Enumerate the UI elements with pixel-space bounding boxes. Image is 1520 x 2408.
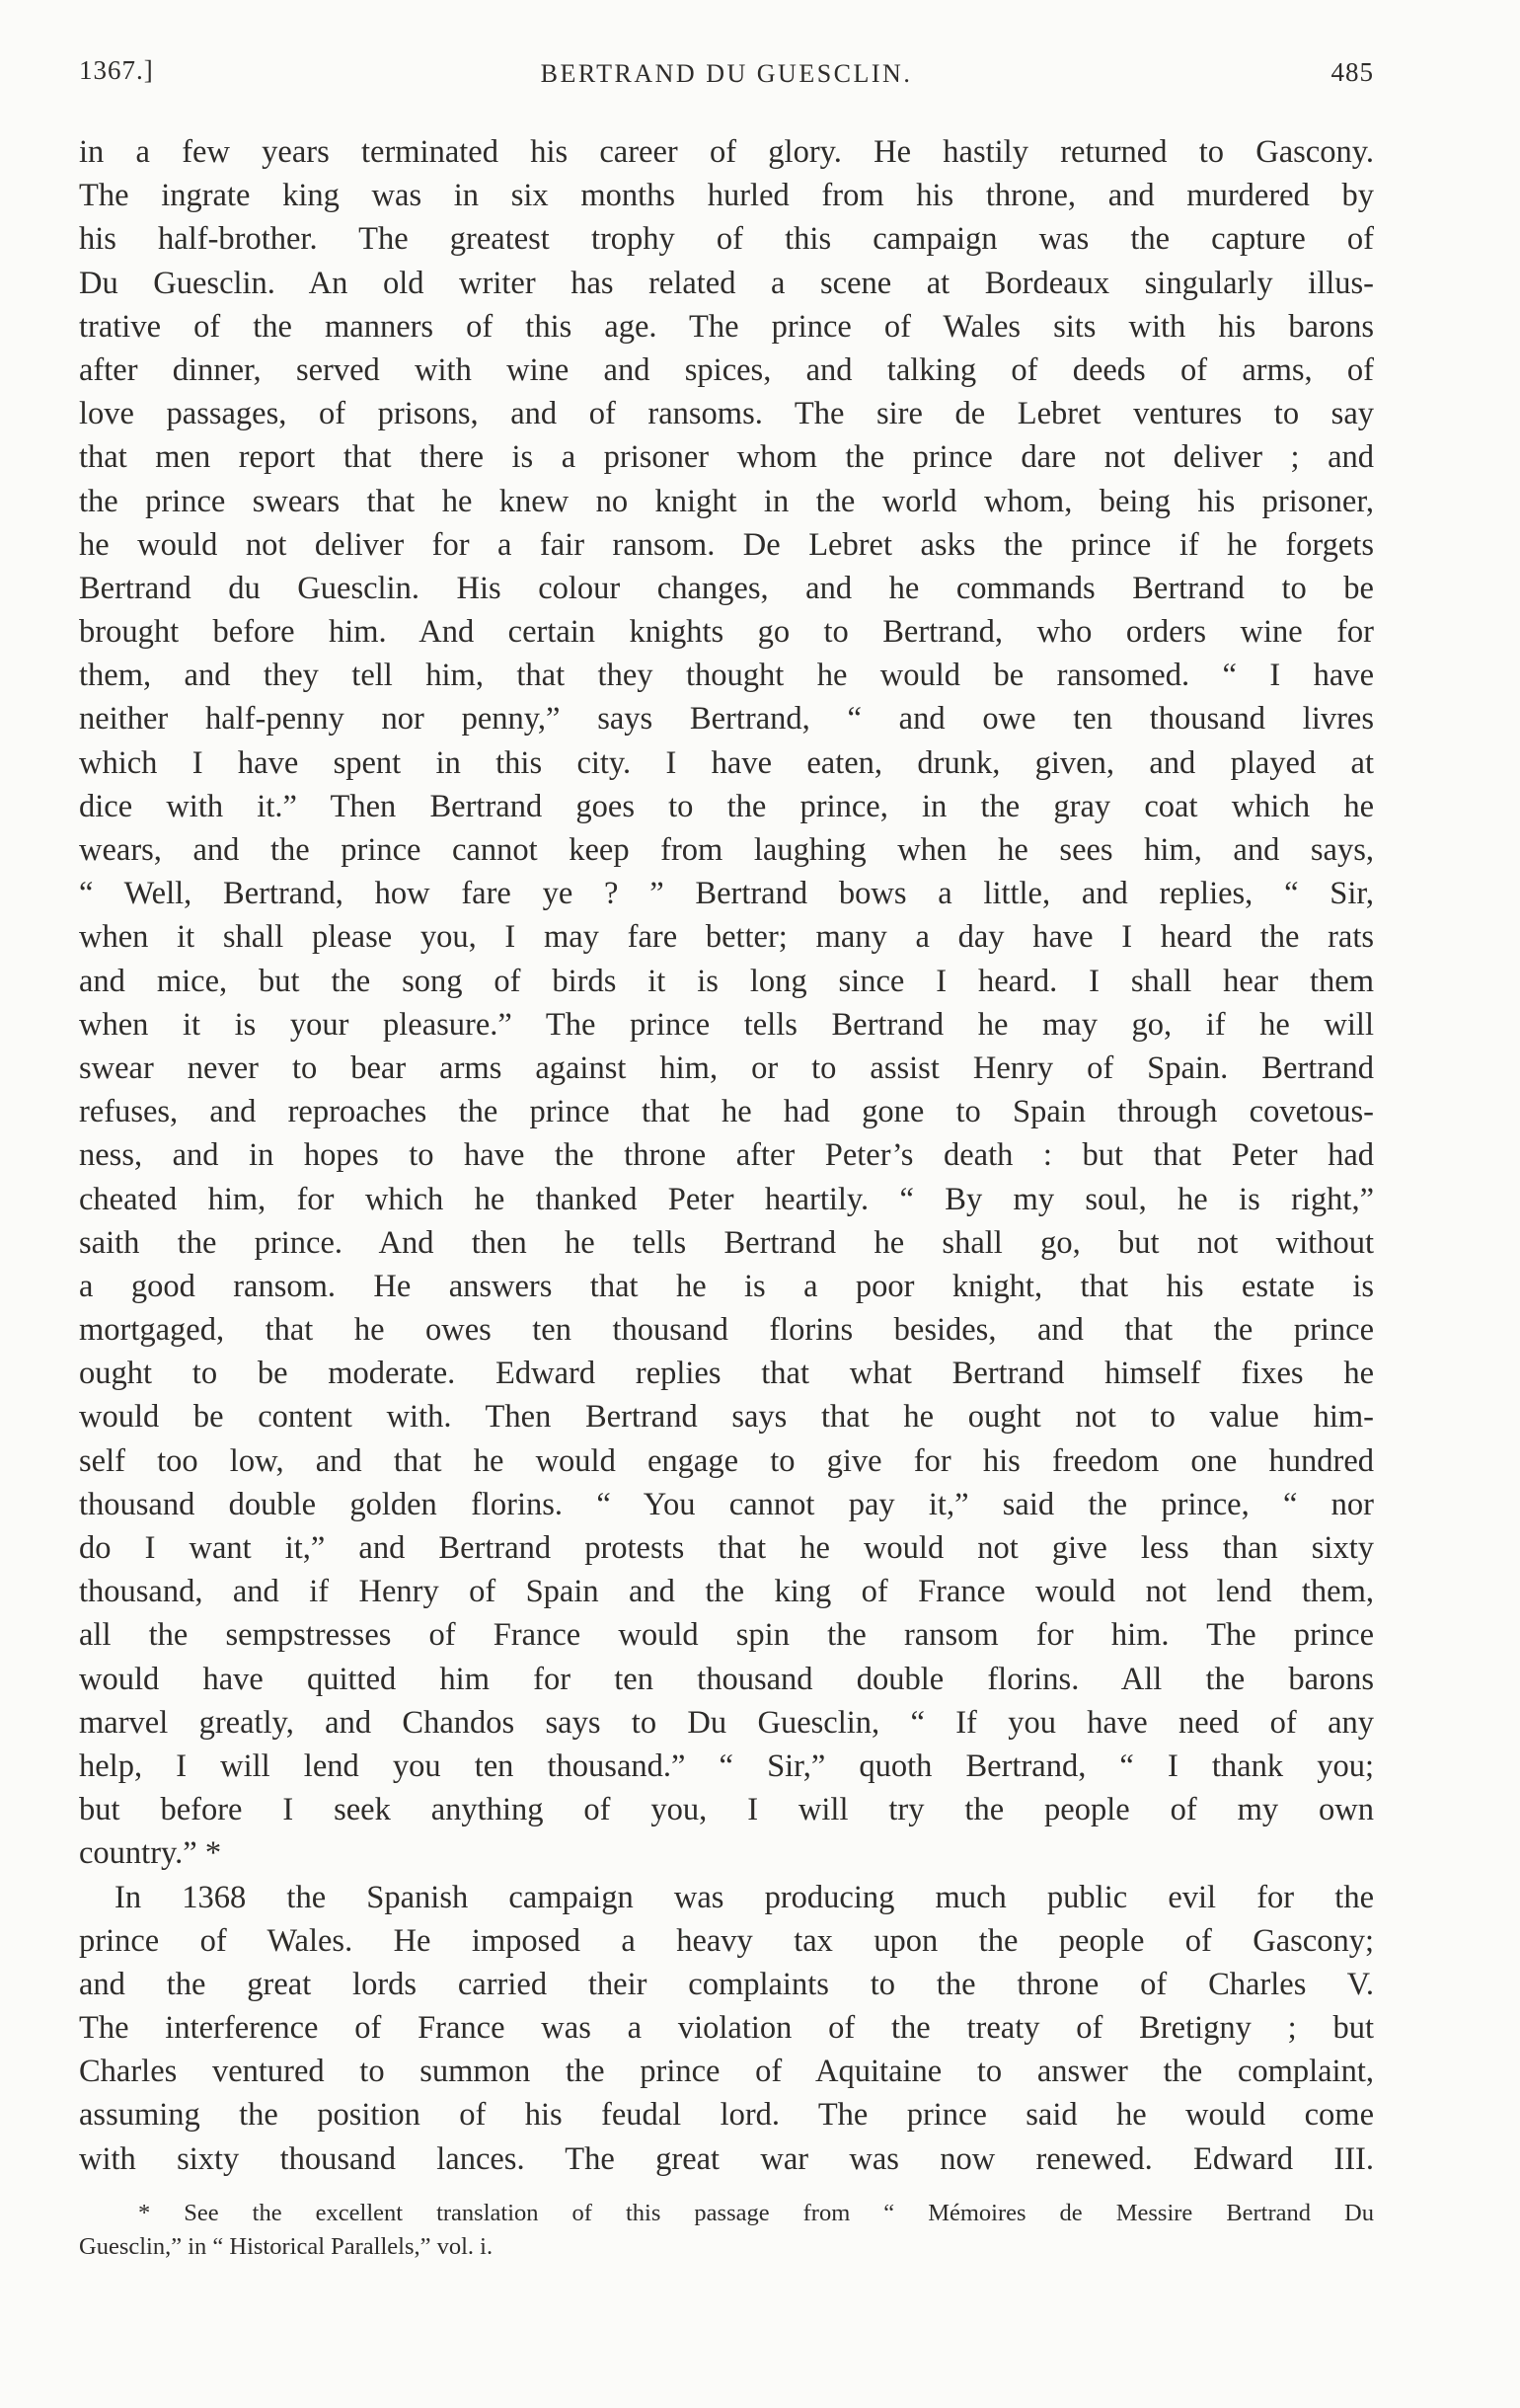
text-line: cheated him, for which he thanked Peter heartily. “ By my soul, he is right,” — [79, 1181, 1374, 1217]
text-line: would have quitted him for ten thousand double florins. All the barons — [79, 1661, 1374, 1697]
text-line: ness, and in hopes to have the throne after Peter’s death : but that Peter had — [79, 1137, 1374, 1174]
text-line: The ingrate king was in six months hurled from his throne, and murdered by — [79, 178, 1374, 214]
text-line: do I want it,” and Bertrand protests that he would not give less than sixty — [79, 1530, 1374, 1566]
text-line: but before I seek anything of you, I will try the people of my own — [79, 1792, 1374, 1828]
text-line: and the great lords carried their complaints to the throne of Charles V. — [79, 1966, 1374, 2002]
text-line: Du Guesclin. An old writer has related a scene at Bordeaux singularly illus- — [79, 265, 1374, 301]
running-head — [79, 55, 1374, 95]
text-line: when it shall please you, I may fare better; many a day have I heard the rats — [79, 919, 1374, 956]
text-line: which I have spent in this city. I have eaten, drunk, given, and played at — [79, 744, 1374, 781]
text-line: with sixty thousand lances. The great war was now renewed. Edward III. — [79, 2140, 1374, 2177]
text-line: The interference of France was a violation of the treaty of Bretigny ; but — [79, 2010, 1374, 2047]
text-line: love passages, of prisons, and of ransoms. The sire de Lebret ventures to say — [79, 396, 1374, 432]
text-line: refuses, and reproaches the prince that he had gone to Spain through covetous- — [79, 1094, 1374, 1130]
text-line: he would not deliver for a fair ransom. De Lebret asks the prince if he forgets — [79, 526, 1374, 563]
text-line: all the sempstresses of France would spin the ransom for him. The prince — [79, 1617, 1374, 1654]
text-line: mortgaged, that he owes ten thousand florins besides, and that the prince — [79, 1312, 1374, 1349]
text-line: after dinner, served with wine and spices, and talking of deeds of arms, of — [79, 351, 1374, 388]
text-line: and mice, but the song of birds it is long since I heard. I shall hear them — [79, 963, 1374, 999]
running-head-title: BERTRAND DU GUESCLIN. — [540, 59, 913, 88]
text-line: saith the prince. And then he tells Bertrand he shall go, but not without — [79, 1224, 1374, 1261]
text-line: assuming the position of his feudal lord. The prince said he would come — [79, 2097, 1374, 2134]
text-line: Charles ventured to summon the prince of Aquitaine to answer the complaint, — [79, 2054, 1374, 2090]
text-line: self too low, and that he would engage to give for his freedom one hundred — [79, 1442, 1374, 1479]
text-line: Bertrand du Guesclin. His colour changes, and he commands Bertrand to be — [79, 570, 1374, 606]
text-line: help, I will lend you ten thousand.” “ Sir,” quoth Bertrand, “ I thank you; — [79, 1748, 1374, 1784]
page-number: 485 — [1330, 57, 1374, 87]
text-line: in a few years terminated his career of glory. He hastily returned to Gascony. — [79, 134, 1374, 170]
body-text — [79, 130, 1374, 2181]
footnote-line: Guesclin,” in “ Historical Parallels,” vol. i. — [79, 2233, 494, 2260]
text-line: that men report that there is a prisoner whom the prince dare not deliver ; and — [79, 439, 1374, 476]
footnote-line: * See the excellent translation of this passage from “ Mémoires de Messire Bertrand Du — [138, 2200, 1374, 2226]
text-line: when it is your pleasure.” The prince tells Bertrand he may go, if he will — [79, 1006, 1374, 1043]
text-line: them, and they tell him, that they thought he would be ransomed. “ I have — [79, 658, 1374, 694]
text-line: ought to be moderate. Edward replies that what Bertrand himself fixes he — [79, 1356, 1374, 1392]
text-line: his half-brother. The greatest trophy of this campaign was the capture of — [79, 221, 1374, 258]
text-line: “ Well, Bertrand, how fare ye ? ” Bertrand bows a little, and replies, “ Sir, — [79, 876, 1374, 912]
text-line: neither half-penny nor penny,” says Bertrand, “ and owe ten thousand livres — [79, 701, 1374, 738]
text-line: prince of Wales. He imposed a heavy tax upon the people of Gascony; — [79, 1922, 1374, 1959]
text-line: thousand double golden florins. “ You cannot pay it,” said the prince, “ nor — [79, 1486, 1374, 1522]
text-line: thousand, and if Henry of Spain and the king of France would not lend them, — [79, 1574, 1374, 1610]
text-line: country.” * — [79, 1835, 222, 1872]
text-line: marvel greatly, and Chandos says to Du Guesclin, “ If you have need of any — [79, 1704, 1374, 1741]
text-line: would be content with. Then Bertrand says that he ought not to value him- — [79, 1399, 1374, 1436]
text-line: brought before him. And certain knights go to Bertrand, who orders wine for — [79, 614, 1374, 651]
footnote — [79, 2197, 1374, 2264]
text-line: swear never to bear arms against him, or to assist Henry of Spain. Bertrand — [79, 1049, 1374, 1086]
text-line: a good ransom. He answers that he is a poor knight, that his estate is — [79, 1268, 1374, 1304]
text-line: the prince swears that he knew no knight in the world whom, being his prisoner, — [79, 483, 1374, 519]
paragraph-start-line: In 1368 the Spanish campaign was producing much public evil for the — [114, 1879, 1374, 1915]
text-line: wears, and the prince cannot keep from laughing when he sees him, and says, — [79, 832, 1374, 868]
text-line: dice with it.” Then Bertrand goes to the prince, in the gray coat which he — [79, 788, 1374, 824]
text-line: trative of the manners of this age. The prince of Wales sits with his barons — [79, 308, 1374, 345]
running-head-year: 1367.] — [79, 55, 154, 85]
